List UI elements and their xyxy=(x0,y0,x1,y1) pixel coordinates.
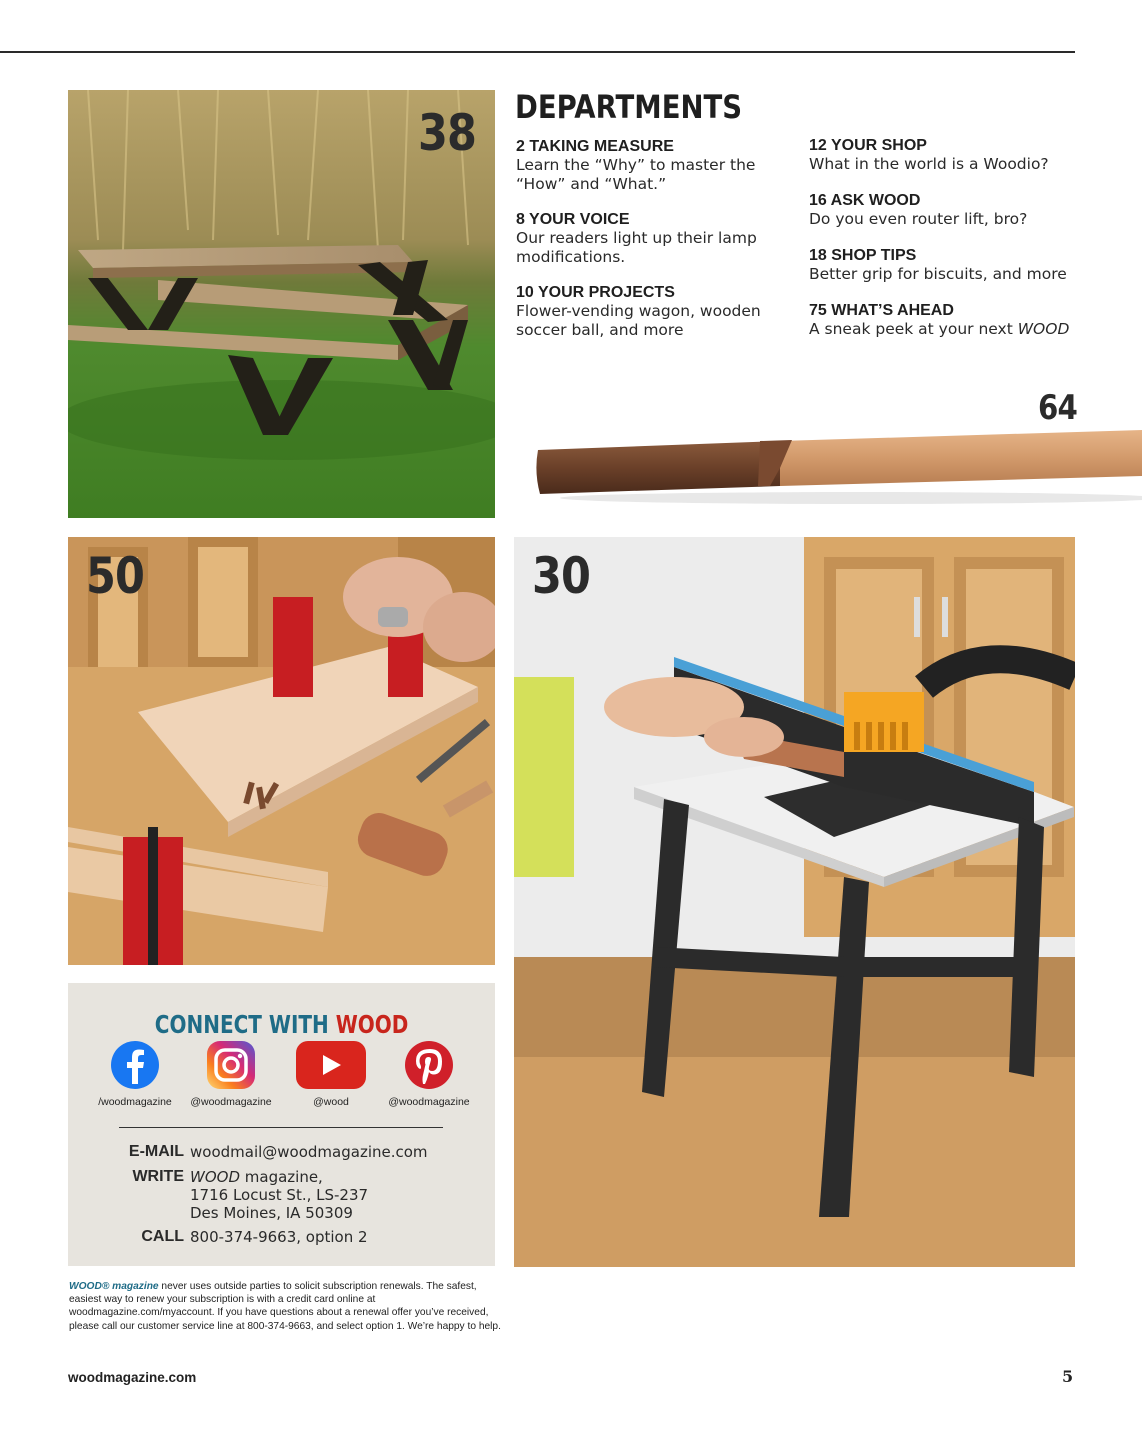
clamps-photo[interactable] xyxy=(68,537,495,965)
connect-title-brand: WOOD xyxy=(335,1010,409,1039)
dept-item-shop-tips[interactable] xyxy=(809,246,1079,284)
youtube-handle: @wood xyxy=(313,1096,349,1108)
notice-text: never uses outside parties to solicit subscription renewals. The safest, easiest way to renew your subscription is with a credit card online at woodmagazine.com/myaccount. If you have questions about a renewal offer you’ve received, please call our customer service line at 800-374-9663, and select option 1. We’re happy to help. xyxy=(69,1281,501,1332)
connect-title xyxy=(56,1010,506,1039)
dept-heading: 8 YOUR VOICE xyxy=(516,211,630,228)
pinterest-icon[interactable] xyxy=(404,1040,454,1090)
dept-description: Flower-vending wagon, wooden soccer ball, and more xyxy=(516,302,761,339)
social-instagram[interactable] xyxy=(181,1040,281,1108)
email-label: E-MAIL xyxy=(128,1143,184,1160)
email-value[interactable]: woodmail@woodmagazine.com xyxy=(190,1143,428,1161)
departments-right-column xyxy=(809,136,1079,355)
dept-item-your-voice[interactable] xyxy=(516,210,786,267)
page-ref-50: 50 xyxy=(86,547,145,605)
dept-item-your-projects[interactable] xyxy=(516,283,786,340)
page-ref-38: 38 xyxy=(418,104,477,162)
departments-left-column xyxy=(516,137,786,356)
dept-description: Learn the “Why” to master the “How” and “What.” xyxy=(516,156,756,193)
dept-heading: 18 SHOP TIPS xyxy=(809,247,917,264)
address-line-1 xyxy=(190,1168,323,1186)
address-line-1-rest: magazine, xyxy=(240,1168,323,1186)
address-line-3: Des Moines, IA 50309 xyxy=(190,1204,353,1222)
footer-url[interactable]: woodmagazine.com xyxy=(68,1370,197,1385)
youtube-icon[interactable] xyxy=(295,1040,367,1090)
address-line-2: 1716 Locust St., LS-237 xyxy=(190,1186,369,1204)
dept-heading: 10 YOUR PROJECTS xyxy=(516,284,675,301)
picnic-table-photo[interactable] xyxy=(68,90,495,518)
dept-description xyxy=(809,320,1079,339)
wooden-stick-photo[interactable] xyxy=(530,428,1142,508)
social-facebook[interactable] xyxy=(85,1040,185,1108)
dept-heading: 12 YOUR SHOP xyxy=(809,137,927,154)
wood-brand-italic: WOOD xyxy=(1017,320,1070,338)
facebook-icon[interactable] xyxy=(110,1040,160,1090)
connect-divider xyxy=(119,1127,443,1128)
page-ref-64: 64 xyxy=(1038,388,1077,428)
instagram-handle: @woodmagazine xyxy=(190,1096,272,1108)
top-rule xyxy=(0,51,1075,53)
pinterest-handle: @woodmagazine xyxy=(388,1096,470,1108)
write-address xyxy=(190,1168,450,1222)
dept-item-whats-ahead[interactable] xyxy=(809,301,1079,339)
dept-heading: 16 ASK WOOD xyxy=(809,192,921,209)
page-number: 5 xyxy=(1062,1367,1074,1386)
notice-brand: WOOD® magazine xyxy=(69,1281,159,1292)
dept-description: What in the world is a Woodio? xyxy=(809,155,1049,173)
dept-heading: 2 TAKING MEASURE xyxy=(516,138,674,155)
call-label: CALL xyxy=(141,1228,184,1245)
dept-description: Better grip for biscuits, and more xyxy=(809,265,1067,283)
social-pinterest[interactable] xyxy=(379,1040,479,1108)
instagram-icon[interactable] xyxy=(206,1040,256,1090)
dept-description: Do you even router lift, bro? xyxy=(809,210,1028,228)
dept-item-your-shop[interactable] xyxy=(809,136,1079,174)
dept-item-ask-wood[interactable] xyxy=(809,191,1079,229)
dept-heading: 75 WHAT’S AHEAD xyxy=(809,302,954,319)
facebook-handle: /woodmagazine xyxy=(98,1096,172,1108)
departments-title: DEPARTMENTS xyxy=(515,88,743,126)
dept-item-taking-measure[interactable] xyxy=(516,137,786,194)
write-label: WRITE xyxy=(132,1168,184,1185)
call-value[interactable]: 800-374-9663, option 2 xyxy=(190,1228,368,1246)
wood-brand-italic: WOOD xyxy=(190,1168,240,1186)
router-table-photo[interactable] xyxy=(514,537,1075,1267)
page-ref-30: 30 xyxy=(532,547,591,605)
subscription-notice xyxy=(69,1280,509,1333)
connect-title-text: CONNECT WITH xyxy=(154,1010,336,1039)
social-youtube[interactable] xyxy=(281,1040,381,1108)
dept-description: Our readers light up their lamp modifications. xyxy=(516,229,757,266)
dept-description-text: A sneak peek at your next xyxy=(809,320,1018,338)
